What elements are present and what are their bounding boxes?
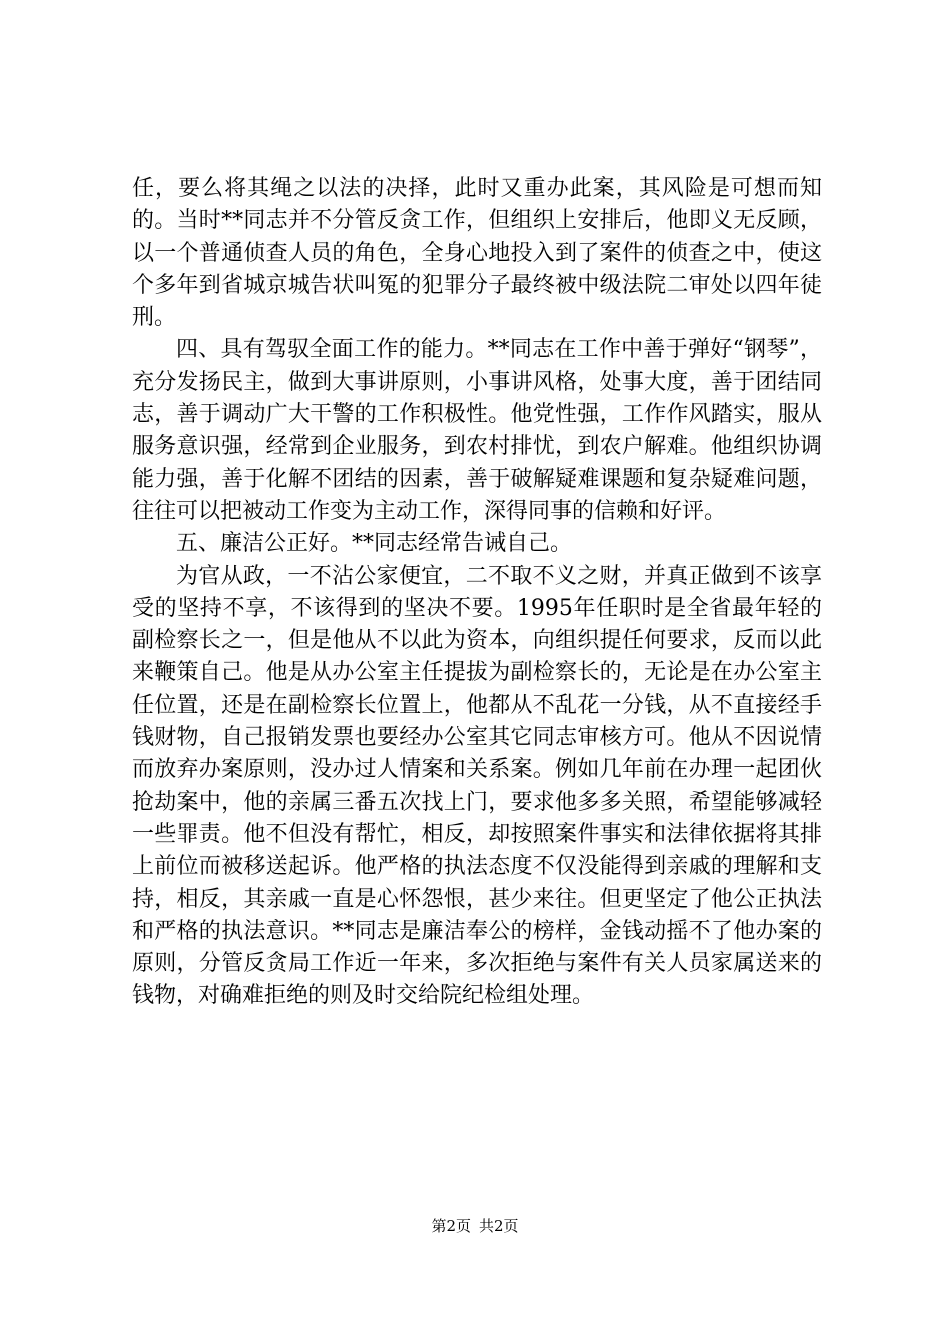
paragraph-4: 为官从政，一不沾公家便宜，二不取不义之财，并真正做到不该享受的坚持不享，不该得到的坚决不要。1995年任职时是全省最年轻的副检察长之一，但是他从不以此为资本，向组织提任何要求，反而以此来鞭策自己。他是从办公室主任提拔为副检察长的，无论是在办公室主任位置，还是在副检察长位置上，他都从不乱花一分钱，从不直接经手钱财物，自己报销发票也要经办公室其它同志审核方可。他从不因说情而放弃办案原则，没办过人情案和关系案。例如几年前在办理一起团伙抢劫案中，他的亲属三番五次找上门，要求他多多关照，希望能够减轻一些罪责。他不但没有帮忙，相反，却按照案件事实和法律依据将其排上前位而被移送起诉。他严格的执法态度不仅没能得到亲戚的理解和支持，相反，其亲戚一直是心怀怨恨，甚少来往。但更坚定了他公正执法和严格的执法意识。**同志是廉洁奉公的榜样，金钱动摇不了他办案的原则，分管反贪局工作近一年来，多次拒绝与案件有关人员家属送来的钱物，对确难拒绝的则及时交给院纪检组处理。: [132, 563, 822, 1009]
paragraph-1: 任，要么将其绳之以法的决择，此时又重办此案，其风险是可想而知的。当时**同志并不分管反贪工作，但组织上安排后，他即义无反顾，以一个普通侦查人员的角色，全身心地投入到了案件的侦查之中，使这个多年到省城京城告状叫冤的犯罪分子最终被中级法院二审处以四年徒刑。: [132, 176, 822, 331]
page-number: 第2页: [431, 1217, 471, 1235]
document-body: [132, 173, 822, 1013]
paragraph-3: 五、廉洁公正好。**同志经常告诫自己。: [176, 531, 573, 557]
page-footer: [0, 1216, 950, 1236]
page-total: 共2页: [479, 1217, 519, 1235]
paragraph-2: 四、具有驾驭全面工作的能力。**同志在工作中善于弹好“钢琴”，充分发扬民主，做到大事讲原则，小事讲风格，处事大度，善于团结同志，善于调动广大干警的工作积极性。他党性强，工作作风踏实，服从服务意识强，经常到企业服务，到农村排忧，到农户解难。他组织协调能力强，善于化解不团结的因素，善于破解疑难课题和复杂疑难问题，往往可以把被动工作变为主动工作，深得同事的信赖和好评。: [132, 337, 822, 524]
